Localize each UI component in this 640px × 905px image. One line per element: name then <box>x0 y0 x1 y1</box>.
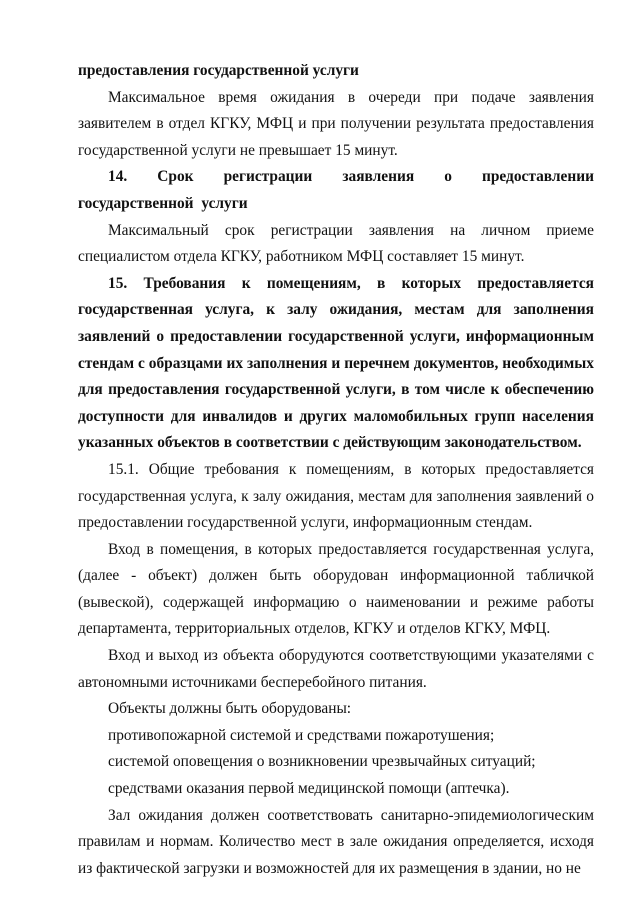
paragraph-waiting-hall: Зал ожидания должен соответствовать санитарно-эпидемиологическим правилам и нормам. Количество мест в зале ожидания определяется, исходя из фактической загрузки и возможностей для их размещения в здании, но не <box>78 806 594 877</box>
section-heading-15: 15. Требования к помещениям, в которых предоставляется государственная услуга, к залу ожидания, местам для заполнения заявлений о предоставлении государственной услуги, информационным стендам с образцами их заполнения и перечнем документов, необходимых для предоставления государственной услуги, в том числе к обеспечению доступности для инвалидов и других маломобильных групп населения указанных объектов в соответствии с действующим законодательством. <box>78 274 594 452</box>
paragraph-waiting-time: Максимальное время ожидания в очереди при подаче заявления заявителем в отдел КГКУ, МФЦ и при получении результата предоставления государственной услуги не превышает 15 минут. <box>78 88 594 159</box>
section-heading-continuation: предоставления государственной услуги <box>78 62 359 79</box>
list-item-alert-system: системой оповещения о возникновении чрезвычайных ситуаций; <box>108 753 536 771</box>
section-heading-14: 14. Срок регистрации заявления о предоставлении государственной услуги <box>78 168 594 212</box>
list-item-first-aid: средствами оказания первой медицинской помощи (аптечка). <box>108 780 510 798</box>
paragraph-entrance-sign: Вход в помещения, в которых предоставляется государственная услуга, (далее - объект) должен быть оборудован информационной табличкой (вывеской), содержащей информацию о наименовании и режиме работы департамента, территориальных отделов, КГКУ и отделов КГКУ, МФЦ. <box>78 540 594 638</box>
paragraph-equipment-intro: Объекты должны быть оборудованы: <box>108 700 352 718</box>
list-item-fire-system: противопожарной системой и средствами пожаротушения; <box>108 726 495 744</box>
paragraph-15-1: 15.1. Общие требования к помещениям, в которых предоставляется государственная услуга, к залу ожидания, местам для заполнения заявлений о предоставлении государственной услуги, информационным стендам. <box>78 460 594 532</box>
paragraph-registration-time: Максимальный срок регистрации заявления на личном приеме специалистом отдела КГКУ, работником МФЦ составляет 15 минут. <box>78 221 594 266</box>
paragraph-entrance-exit: Вход и выход из объекта оборудуются соответствующими указателями с автономными источниками бесперебойного питания. <box>78 647 594 691</box>
document-page <box>78 58 594 882</box>
